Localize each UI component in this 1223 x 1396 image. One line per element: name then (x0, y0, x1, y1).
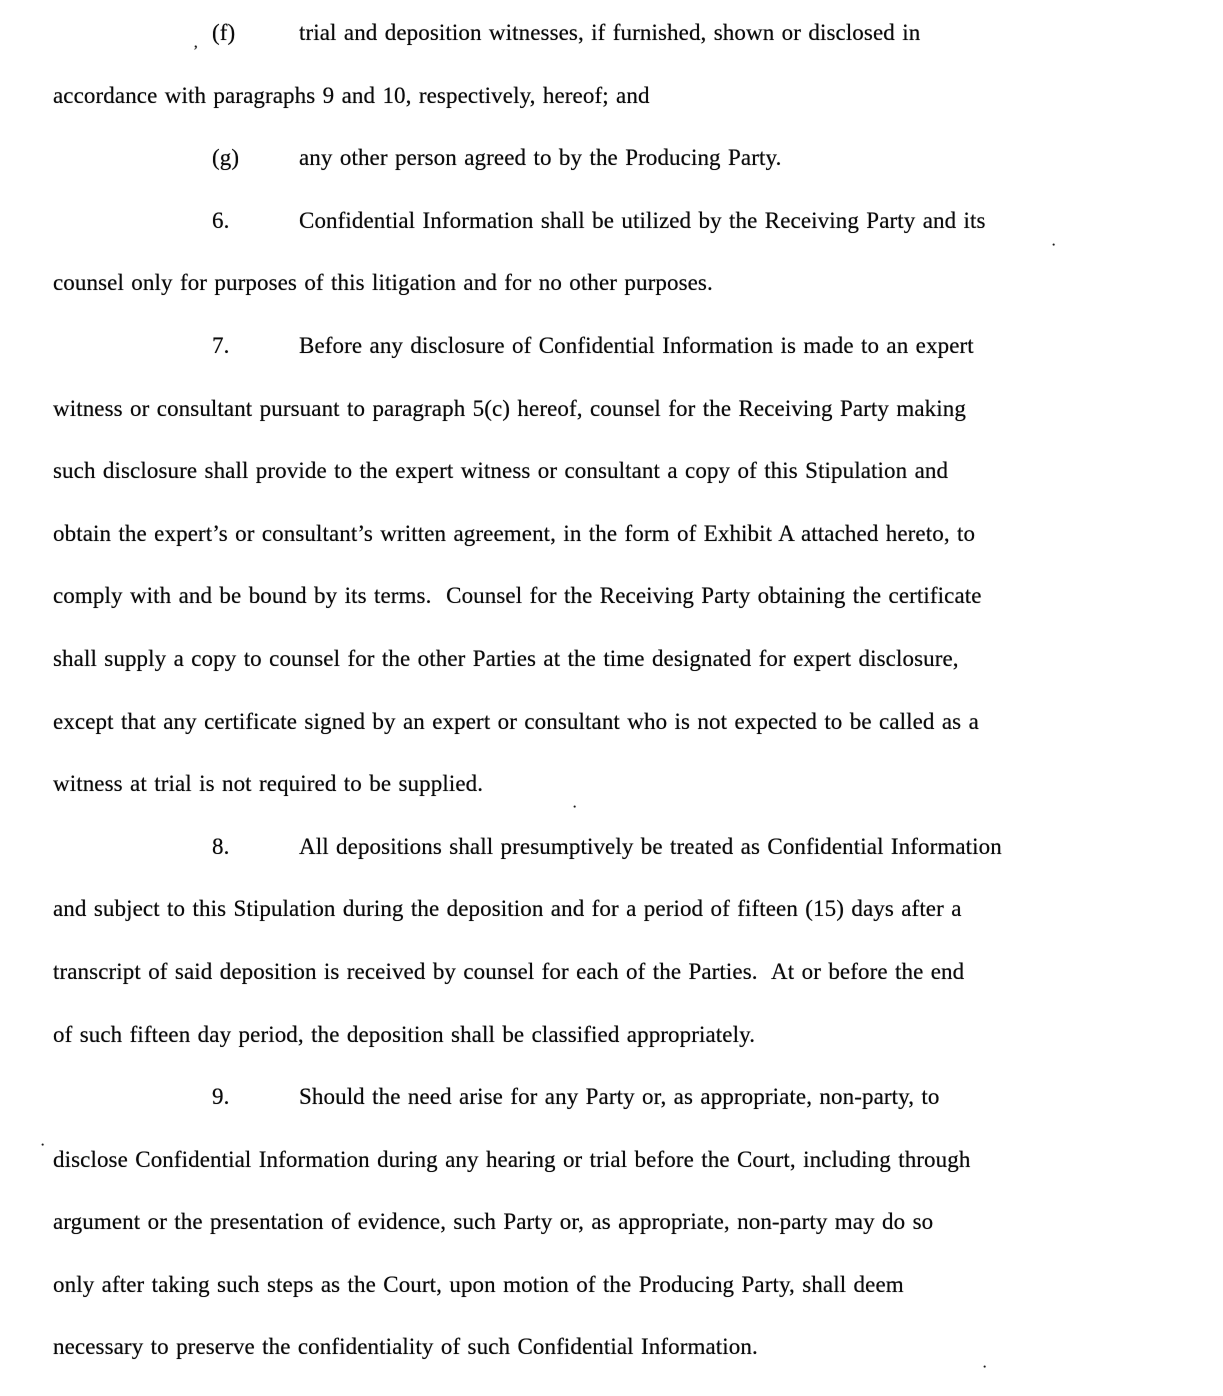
line-text: necessary to preserve the confidentiality of such Confidential Information. (53, 1334, 758, 1360)
paragraph-8-continuation (0, 1022, 1223, 1085)
paragraph-7 (0, 333, 1223, 396)
line-text: accordance with paragraphs 9 and 10, respectively, hereof; and (53, 82, 650, 108)
paragraph-6-label: 6. (212, 207, 230, 233)
paragraph-9 (0, 1084, 1223, 1147)
scan-artifact: · (1051, 237, 1057, 254)
line-text: only after taking such steps as the Court, upon motion of the Producing Party, shall deem (53, 1271, 904, 1297)
scan-artifact: · (40, 1137, 46, 1154)
paragraph-9-text: Should the need arise for any Party or, as appropriate, non-party, to (299, 1084, 940, 1110)
paragraph-6-text: Confidential Information shall be utilized by the Receiving Party and its (299, 207, 986, 233)
scan-artifact: · (982, 1359, 988, 1376)
paragraph-7-continuation (0, 458, 1223, 521)
paragraph-9-label: 9. (212, 1084, 230, 1110)
paragraph-8-label: 8. (212, 833, 230, 859)
paragraph-7-continuation (0, 646, 1223, 709)
paragraph-9-continuation (0, 1334, 1223, 1396)
subparagraph-f-continuation (0, 83, 1223, 146)
paragraph-9-continuation (0, 1147, 1223, 1210)
scan-artifact: · (572, 799, 578, 816)
subparagraph-g-text: any other person agreed to by the Producing Party. (299, 145, 782, 171)
paragraph-8-continuation (0, 896, 1223, 959)
line-text: transcript of said deposition is received by counsel for each of the Parties. At or before the end (53, 958, 965, 984)
paragraph-9-continuation (0, 1209, 1223, 1272)
line-text: shall supply a copy to counsel for the other Parties at the time designated for expert disclosure, (53, 645, 959, 671)
paragraph-7-continuation (0, 771, 1223, 834)
line-text: and subject to this Stipulation during the deposition and for a period of fifteen (15) days after a (53, 896, 962, 922)
line-text: such disclosure shall provide to the expert witness or consultant a copy of this Stipulation and (53, 458, 949, 484)
line-text: except that any certificate signed by an expert or consultant who is not expected to be called as a (53, 708, 979, 734)
subparagraph-f-text: trial and deposition witnesses, if furnished, shown or disclosed in (299, 20, 921, 45)
paragraph-6-continuation (0, 270, 1223, 333)
subparagraph-g (0, 145, 1223, 208)
subparagraph-f-label: (f) (212, 20, 236, 45)
paragraph-7-continuation (0, 709, 1223, 772)
subparagraph-f (0, 20, 1223, 83)
paragraph-7-text: Before any disclosure of Confidential Information is made to an expert (299, 332, 974, 358)
paragraph-7-continuation (0, 583, 1223, 646)
paragraph-6 (0, 208, 1223, 271)
line-text: witness at trial is not required to be supplied. (53, 771, 484, 797)
paragraph-7-continuation (0, 396, 1223, 459)
line-text: obtain the expert’s or consultant’s written agreement, in the form of Exhibit A attached hereto, to (53, 520, 976, 546)
line-text: comply with and be bound by its terms. Counsel for the Receiving Party obtaining the certificate (53, 583, 982, 609)
paragraph-7-continuation (0, 521, 1223, 584)
line-text: counsel only for purposes of this litigation and for no other purposes. (53, 270, 713, 296)
subparagraph-g-label: (g) (212, 145, 240, 171)
line-text: disclose Confidential Information during any hearing or trial before the Court, including through (53, 1146, 971, 1172)
line-text: argument or the presentation of evidence, such Party or, as appropriate, non-party may do so (53, 1209, 934, 1235)
paragraph-7-label: 7. (212, 332, 230, 358)
paragraph-8 (0, 834, 1223, 897)
line-text: witness or consultant pursuant to paragraph 5(c) hereof, counsel for the Receiving Party making (53, 395, 966, 421)
paragraph-9-continuation (0, 1272, 1223, 1335)
scan-artifact: ’ (193, 43, 199, 60)
paragraph-8-continuation (0, 959, 1223, 1022)
line-text: of such fifteen day period, the deposition shall be classified appropriately. (53, 1021, 756, 1047)
paragraph-8-text: All depositions shall presumptively be treated as Confidential Information (299, 833, 1002, 859)
